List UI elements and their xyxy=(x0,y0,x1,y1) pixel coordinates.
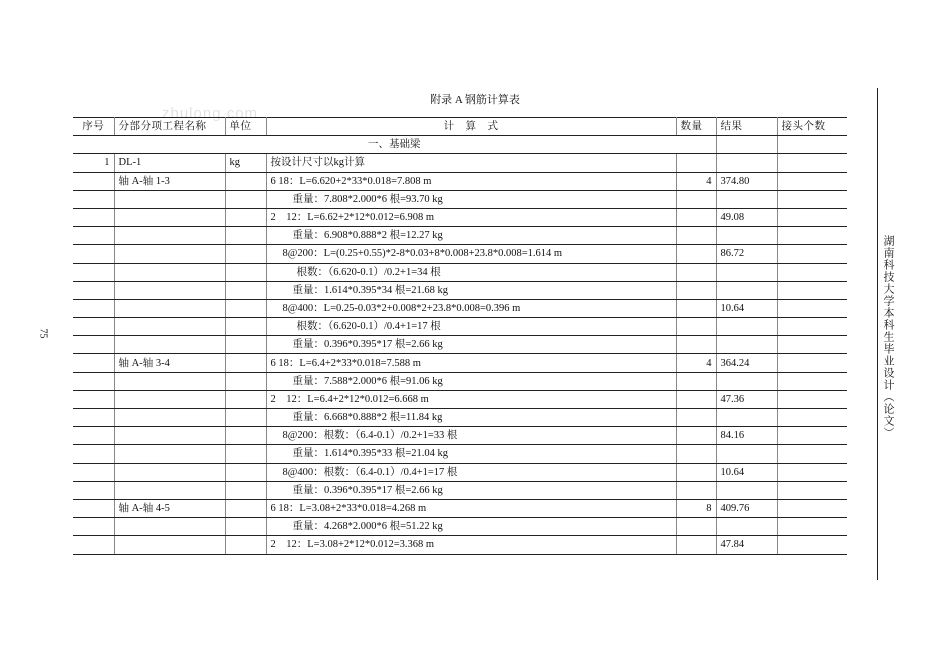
cell-joints xyxy=(777,354,847,372)
cell-result: 47.84 xyxy=(716,536,777,554)
cell-seq xyxy=(73,354,114,372)
cell-name xyxy=(114,208,225,226)
table-row xyxy=(73,154,847,172)
margin-rule xyxy=(877,88,878,580)
cell-seq xyxy=(73,409,114,427)
cell-joints xyxy=(777,390,847,408)
cell-name xyxy=(114,463,225,481)
cell-joints xyxy=(777,227,847,245)
table-row xyxy=(73,318,847,336)
table-row xyxy=(73,263,847,281)
cell-seq xyxy=(73,208,114,226)
cell-unit xyxy=(225,518,266,536)
header-unit: 单位 xyxy=(225,118,266,136)
cell-name xyxy=(114,445,225,463)
cell-qty xyxy=(676,154,716,172)
cell-qty xyxy=(676,481,716,499)
cell-result: 10.64 xyxy=(716,299,777,317)
table-row xyxy=(73,427,847,445)
cell-qty xyxy=(676,208,716,226)
cell-calc: 8@200：L=(0.25+0.55)*2-8*0.03+8*0.008+23.8*0.008=1.614 m xyxy=(266,245,676,263)
cell-unit xyxy=(225,481,266,499)
cell-name: 轴 A-轴 3-4 xyxy=(114,354,225,372)
cell-seq xyxy=(73,390,114,408)
cell-joints xyxy=(777,299,847,317)
watermark: zhulong.com xyxy=(162,105,259,122)
cell-joints xyxy=(777,318,847,336)
cell-unit xyxy=(225,463,266,481)
cell-qty xyxy=(676,227,716,245)
cell-name xyxy=(114,372,225,390)
cell-qty xyxy=(676,318,716,336)
section-empty xyxy=(716,136,777,154)
cell-result xyxy=(716,445,777,463)
cell-seq xyxy=(73,336,114,354)
cell-calc: 重量：1.614*0.395*34 根=21.68 kg xyxy=(266,281,676,299)
cell-qty xyxy=(676,299,716,317)
cell-qty xyxy=(676,263,716,281)
cell-name: DL-1 xyxy=(114,154,225,172)
table-row xyxy=(73,281,847,299)
header-calc: 计 算 式 xyxy=(266,118,676,136)
cell-calc: 2 12：L=3.08+2*12*0.012=3.368 m xyxy=(266,536,676,554)
cell-joints xyxy=(777,427,847,445)
cell-joints xyxy=(777,372,847,390)
section-title: 一、基础梁 xyxy=(73,136,716,154)
table-row xyxy=(73,372,847,390)
cell-name xyxy=(114,481,225,499)
table-row xyxy=(73,172,847,190)
cell-calc: 重量：0.396*0.395*17 根=2.66 kg xyxy=(266,336,676,354)
header-result: 结果 xyxy=(716,118,777,136)
cell-unit xyxy=(225,445,266,463)
cell-unit xyxy=(225,190,266,208)
table-row xyxy=(73,518,847,536)
cell-calc: 6 18：L=3.08+2*33*0.018=4.268 m xyxy=(266,499,676,517)
cell-qty: 4 xyxy=(676,354,716,372)
cell-joints xyxy=(777,208,847,226)
cell-name xyxy=(114,245,225,263)
table-row xyxy=(73,245,847,263)
cell-calc: 重量：6.668*0.888*2 根=11.84 kg xyxy=(266,409,676,427)
cell-calc: 重量：7.588*2.000*6 根=91.06 kg xyxy=(266,372,676,390)
section-empty xyxy=(777,136,847,154)
table-row xyxy=(73,445,847,463)
cell-unit xyxy=(225,263,266,281)
cell-unit xyxy=(225,318,266,336)
header-qty: 数量 xyxy=(676,118,716,136)
cell-qty xyxy=(676,445,716,463)
cell-seq xyxy=(73,427,114,445)
cell-result xyxy=(716,190,777,208)
cell-result xyxy=(716,263,777,281)
cell-calc: 8@400：根数：（6.4-0.1）/0.4+1=17 根 xyxy=(266,463,676,481)
table-row xyxy=(73,208,847,226)
cell-name xyxy=(114,190,225,208)
cell-unit: kg xyxy=(225,154,266,172)
cell-calc: 2 12：L=6.4+2*12*0.012=6.668 m xyxy=(266,390,676,408)
cell-result xyxy=(716,336,777,354)
cell-qty xyxy=(676,409,716,427)
cell-result xyxy=(716,372,777,390)
cell-result xyxy=(716,281,777,299)
cell-name xyxy=(114,318,225,336)
cell-result: 10.64 xyxy=(716,463,777,481)
cell-joints xyxy=(777,409,847,427)
cell-joints xyxy=(777,536,847,554)
cell-joints xyxy=(777,499,847,517)
cell-joints xyxy=(777,463,847,481)
cell-result xyxy=(716,518,777,536)
cell-qty xyxy=(676,245,716,263)
table-row xyxy=(73,409,847,427)
cell-calc: 重量：1.614*0.395*33 根=21.04 kg xyxy=(266,445,676,463)
cell-result xyxy=(716,154,777,172)
cell-calc: 根数：（6.620-0.1）/0.2+1=34 根 xyxy=(266,263,676,281)
cell-joints xyxy=(777,190,847,208)
cell-unit xyxy=(225,354,266,372)
cell-calc: 重量：0.396*0.395*17 根=2.66 kg xyxy=(266,481,676,499)
cell-seq xyxy=(73,318,114,336)
cell-result: 49.08 xyxy=(716,208,777,226)
cell-seq xyxy=(73,172,114,190)
cell-unit xyxy=(225,372,266,390)
cell-unit xyxy=(225,499,266,517)
cell-result xyxy=(716,318,777,336)
cell-unit xyxy=(225,172,266,190)
header-joints: 接头个数 xyxy=(777,118,847,136)
cell-unit xyxy=(225,208,266,226)
cell-result xyxy=(716,481,777,499)
cell-seq xyxy=(73,299,114,317)
table-row xyxy=(73,227,847,245)
page-number: 75 xyxy=(37,328,49,339)
cell-calc: 8@200：根数：（6.4-0.1）/0.2+1=33 根 xyxy=(266,427,676,445)
cell-unit xyxy=(225,536,266,554)
thesis-side-label: 湖南科技大学本科生毕业设计（论文） xyxy=(882,235,894,439)
cell-calc: 根数：（6.620-0.1）/0.4+1=17 根 xyxy=(266,318,676,336)
cell-joints xyxy=(777,172,847,190)
cell-joints xyxy=(777,336,847,354)
table-row xyxy=(73,299,847,317)
cell-joints xyxy=(777,263,847,281)
cell-name: 轴 A-轴 4-5 xyxy=(114,499,225,517)
cell-joints xyxy=(777,481,847,499)
cell-result: 86.72 xyxy=(716,245,777,263)
cell-result: 47.36 xyxy=(716,390,777,408)
cell-seq xyxy=(73,518,114,536)
cell-result xyxy=(716,227,777,245)
cell-result: 364.24 xyxy=(716,354,777,372)
cell-calc: 重量：4.268*2.000*6 根=51.22 kg xyxy=(266,518,676,536)
cell-qty: 4 xyxy=(676,172,716,190)
header-seq: 序号 xyxy=(73,118,114,136)
table-row xyxy=(73,463,847,481)
cell-name xyxy=(114,518,225,536)
cell-name xyxy=(114,227,225,245)
cell-seq xyxy=(73,281,114,299)
cell-unit xyxy=(225,299,266,317)
rebar-calc-table xyxy=(73,117,847,555)
table-row xyxy=(73,499,847,517)
table-row xyxy=(73,190,847,208)
cell-result: 84.16 xyxy=(716,427,777,445)
cell-unit xyxy=(225,245,266,263)
cell-seq xyxy=(73,481,114,499)
cell-qty xyxy=(676,390,716,408)
cell-qty xyxy=(676,427,716,445)
cell-name xyxy=(114,409,225,427)
cell-unit xyxy=(225,227,266,245)
table-row xyxy=(73,481,847,499)
cell-qty xyxy=(676,336,716,354)
page-title: 附录 A 钢筋计算表 xyxy=(430,94,520,106)
cell-seq xyxy=(73,245,114,263)
cell-name xyxy=(114,390,225,408)
table-row xyxy=(73,336,847,354)
header-row xyxy=(73,118,847,136)
cell-calc: 2 12：L=6.62+2*12*0.012=6.908 m xyxy=(266,208,676,226)
cell-seq: 1 xyxy=(73,154,114,172)
cell-qty xyxy=(676,372,716,390)
cell-qty xyxy=(676,281,716,299)
cell-unit xyxy=(225,427,266,445)
table-row xyxy=(73,536,847,554)
cell-joints xyxy=(777,154,847,172)
cell-seq xyxy=(73,227,114,245)
cell-name: 轴 A-轴 1-3 xyxy=(114,172,225,190)
cell-calc: 按设计尺寸以kg计算 xyxy=(266,154,676,172)
cell-seq xyxy=(73,499,114,517)
cell-calc: 8@400：L=0.25-0.03*2+0.008*2+23.8*0.008=0.396 m xyxy=(266,299,676,317)
cell-seq xyxy=(73,190,114,208)
cell-name xyxy=(114,427,225,445)
cell-name xyxy=(114,299,225,317)
cell-qty xyxy=(676,518,716,536)
cell-name xyxy=(114,281,225,299)
cell-calc: 6 18：L=6.4+2*33*0.018=7.588 m xyxy=(266,354,676,372)
cell-unit xyxy=(225,336,266,354)
cell-qty: 8 xyxy=(676,499,716,517)
cell-seq xyxy=(73,372,114,390)
table-row xyxy=(73,354,847,372)
cell-qty xyxy=(676,463,716,481)
cell-unit xyxy=(225,390,266,408)
cell-joints xyxy=(777,518,847,536)
cell-name xyxy=(114,336,225,354)
cell-calc: 重量：6.908*0.888*2 根=12.27 kg xyxy=(266,227,676,245)
header-name: 分部分项工程名称 xyxy=(114,118,225,136)
cell-seq xyxy=(73,263,114,281)
cell-result: 409.76 xyxy=(716,499,777,517)
cell-unit xyxy=(225,409,266,427)
cell-unit xyxy=(225,281,266,299)
cell-seq xyxy=(73,463,114,481)
cell-joints xyxy=(777,281,847,299)
cell-qty xyxy=(676,190,716,208)
cell-qty xyxy=(676,536,716,554)
cell-name xyxy=(114,263,225,281)
cell-name xyxy=(114,536,225,554)
cell-joints xyxy=(777,245,847,263)
cell-seq xyxy=(73,445,114,463)
section-row xyxy=(73,136,847,154)
cell-calc: 重量：7.808*2.000*6 根=93.70 kg xyxy=(266,190,676,208)
cell-calc: 6 18：L=6.620+2*33*0.018=7.808 m xyxy=(266,172,676,190)
cell-result xyxy=(716,409,777,427)
cell-result: 374.80 xyxy=(716,172,777,190)
table-row xyxy=(73,390,847,408)
cell-seq xyxy=(73,536,114,554)
cell-joints xyxy=(777,445,847,463)
